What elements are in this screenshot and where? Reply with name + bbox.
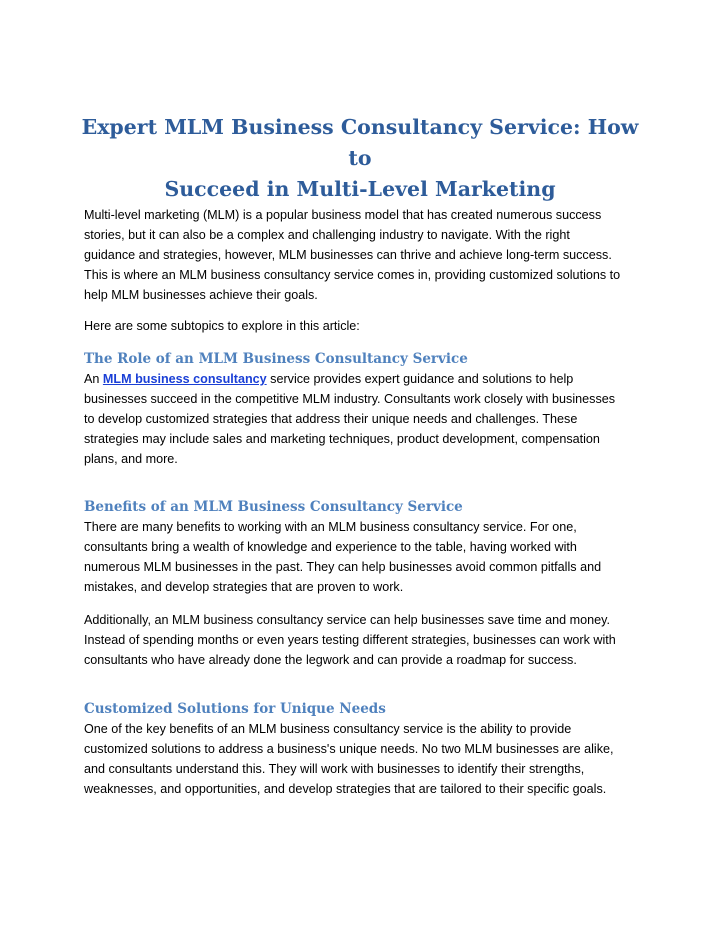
text-line: consultants who have already done the legwork and can provide a roadmap for success.	[84, 653, 577, 667]
text-line: Additionally, an MLM business consultancy service can help businesses save time and money.	[84, 613, 610, 627]
text-line: numerous MLM businesses in the past. They can help businesses avoid common pitfalls and	[84, 560, 602, 574]
text-fragment: An	[84, 372, 103, 386]
title-line: Succeed in Multi-Level Marketing	[164, 177, 556, 201]
text-line: weaknesses, and opportunities, and develop strategies that are tailored to their specific goals.	[84, 782, 607, 796]
text-line: Instead of spending months or even years testing different strategies, businesses can work with	[84, 633, 616, 647]
title-line: Expert MLM Business Consultancy Service: How to	[81, 115, 639, 170]
text-line: to develop customized strategies that address their unique needs and challenges. These	[84, 412, 578, 426]
benefits-paragraph	[84, 517, 640, 597]
text-line: plans, and more.	[84, 452, 178, 466]
text-line: There are many benefits to working with an MLM business consultancy service. For one,	[84, 520, 577, 534]
text-line: strategies may include sales and marketing techniques, product development, compensation	[84, 432, 600, 446]
document-title	[70, 112, 650, 205]
text-line: customized solutions to address a business's unique needs. No two MLM businesses are alike,	[84, 742, 614, 756]
text-line: help MLM businesses achieve their goals.	[84, 288, 318, 302]
mlm-consultancy-link[interactable]: MLM business consultancy	[102, 372, 267, 386]
intro-paragraph	[84, 205, 640, 305]
benefits-paragraph-2	[84, 610, 640, 670]
section-heading-role: The Role of an MLM Business Consultancy Service	[84, 351, 468, 367]
text-line: guidance and strategies, however, MLM businesses can thrive and achieve long-term success.	[84, 248, 612, 262]
text-line: Multi-level marketing (MLM) is a popular business model that has created numerous success	[84, 208, 602, 222]
text-line	[84, 369, 640, 389]
text-line: mistakes, and develop strategies that are proven to work.	[84, 580, 404, 594]
subtopics-paragraph	[84, 316, 640, 336]
section-heading-benefits: Benefits of an MLM Business Consultancy Service	[84, 499, 463, 515]
text-line: and consultants understand this. They will work with businesses to identify their strengths,	[84, 762, 585, 776]
text-line: consultants bring a wealth of knowledge and experience to the table, having worked with	[84, 540, 577, 554]
text-fragment: service provides expert guidance and solutions to help	[266, 372, 574, 386]
section-heading-customized: Customized Solutions for Unique Needs	[84, 701, 386, 717]
customized-paragraph	[84, 719, 640, 799]
text-line: stories, but it can also be a complex and challenging industry to navigate. With the right	[84, 228, 570, 242]
text-line: One of the key benefits of an MLM business consultancy service is the ability to provide	[84, 722, 572, 736]
text-line: This is where an MLM business consultancy service comes in, providing customized solutions to	[84, 268, 621, 282]
role-paragraph	[84, 369, 640, 469]
text-line: Here are some subtopics to explore in this article:	[84, 319, 360, 333]
text-line: businesses succeed in the competitive MLM industry. Consultants work closely with businesses	[84, 392, 616, 406]
